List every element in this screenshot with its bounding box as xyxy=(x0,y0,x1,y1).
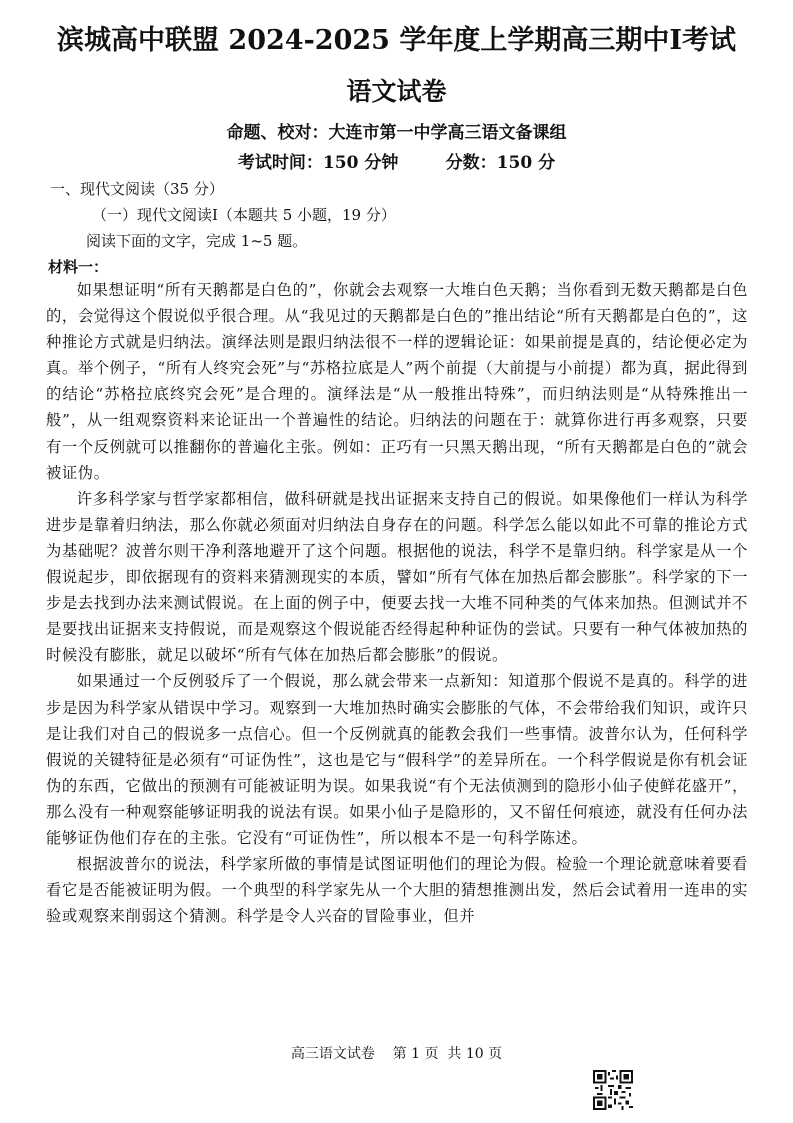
paragraph: 许多科学家与哲学家都相信，做科研就是找出证据来支持自己的假说。如果像他们一样认为科学进步是靠着归纳法，那么你就必须面对归纳法自身存在的问题。科学怎么能以如此不可靠的推论方式为基础呢？波普尔则干净利落地避开了这个问题。根据他的说法，科学不是靠归纳。科学家是从一个假说起步，即依据现有的资料来猜测现实的本质，譬如“所有气体在加热后都会膨胀”。科学家的下一步是去找到办法来测试假说。在上面的例子中，便要去找一大堆不同种类的气体来加热。但测试并不是要找出证据来支持假说，而是观察这个假说能否经得起种种证伪的尝试。只要有一种气体被加热的时候没有膨胀，就足以破坏“所有气体在加热后都会膨胀”的假说。 xyxy=(46,489,748,665)
exam-info: 考试时间：150 分钟 分数：150 分 xyxy=(237,153,556,173)
instruction: 阅读下面的文字，完成 1~5 题。 xyxy=(86,232,308,250)
section-heading: 一、现代文阅读（35 分） xyxy=(50,180,224,198)
paragraph: 如果想证明“所有天鹅都是白色的”，你就会去观察一大堆白色天鹅；当你看到无数天鹅都是白色的，会觉得这个假说似乎很合理。从“我见过的天鹅都是白色的”推出结论“所有天鹅都是白色的”，这种推论方式就是归纳法。演绎法则是跟归纳法很不一样的逻辑论证：如果前提是真的，结论便必定为真。举个例子，“所有人终究会死”与“苏格拉底是人”两个前提（大前提与小前提）都为真，据此得到的结论“苏格拉底终究会死”是合理的。演绎法是“从一般推出特殊”，而归纳法则是“从特殊推出一般”，从一组观察资料来论证出一个普遍性的结论。归纳法的问题在于：就算你进行再多观察，只要有一个反例就可以推翻你的普遍化主张。例如：正巧有一只黑天鹅出现，“所有天鹅都是白色的”就会被证伪。 xyxy=(46,281,748,482)
exam-subtitle: 语文试卷 xyxy=(346,77,447,106)
passage-body xyxy=(46,277,748,929)
page-footer: 高三语文试卷 第 1 页 共 10 页 xyxy=(290,1046,503,1062)
qr-code-icon xyxy=(593,1070,633,1110)
authors-line: 命题、校对：大连市第一中学高三语文备课组 xyxy=(226,123,567,143)
exam-title: 滨城高中联盟 2024-2025 学年度上学期高三期中Ⅰ考试 xyxy=(57,25,736,56)
material-label: 材料一： xyxy=(48,258,109,276)
paragraph: 如果通过一个反例驳斥了一个假说，那么就会带来一点新知：知道那个假说不是真的。科学的进步是因为科学家从错误中学习。观察到一大堆加热时确实会膨胀的气体，不会带给我们知识，或许只是让我们对自己的假说多一点信心。但一个反例就真的能教会我们一些事情。波普尔认为，任何科学假说的关键特征是必须有“可证伪性”，这也是它与“假科学”的差异所在。一个科学假说是你有机会证伪的东西，它做出的预测有可能被证明为误。如果我说“有个无法侦测到的隐形小仙子使鲜花盛开”，那么没有一种观察能够证明我的说法有误。如果小仙子是隐形的，又不留任何痕迹，就没有任何办法能够证伪他们存在的主张。它没有“可证伪性”，所以根本不是一句科学陈述。 xyxy=(46,672,748,847)
section-subheading: （一）现代文阅读Ⅰ（本题共 5 小题，19 分） xyxy=(92,206,396,224)
paragraph: 根据波普尔的说法，科学家所做的事情是试图证明他们的理论为假。检验一个理论就意味着要看看它是否能被证明为假。一个典型的科学家先从一个大胆的猜想推测出发，然后会试着用一连串的实验或观察来削弱这个猜测。科学是令人兴奋的冒险事业，但并 xyxy=(46,855,748,926)
